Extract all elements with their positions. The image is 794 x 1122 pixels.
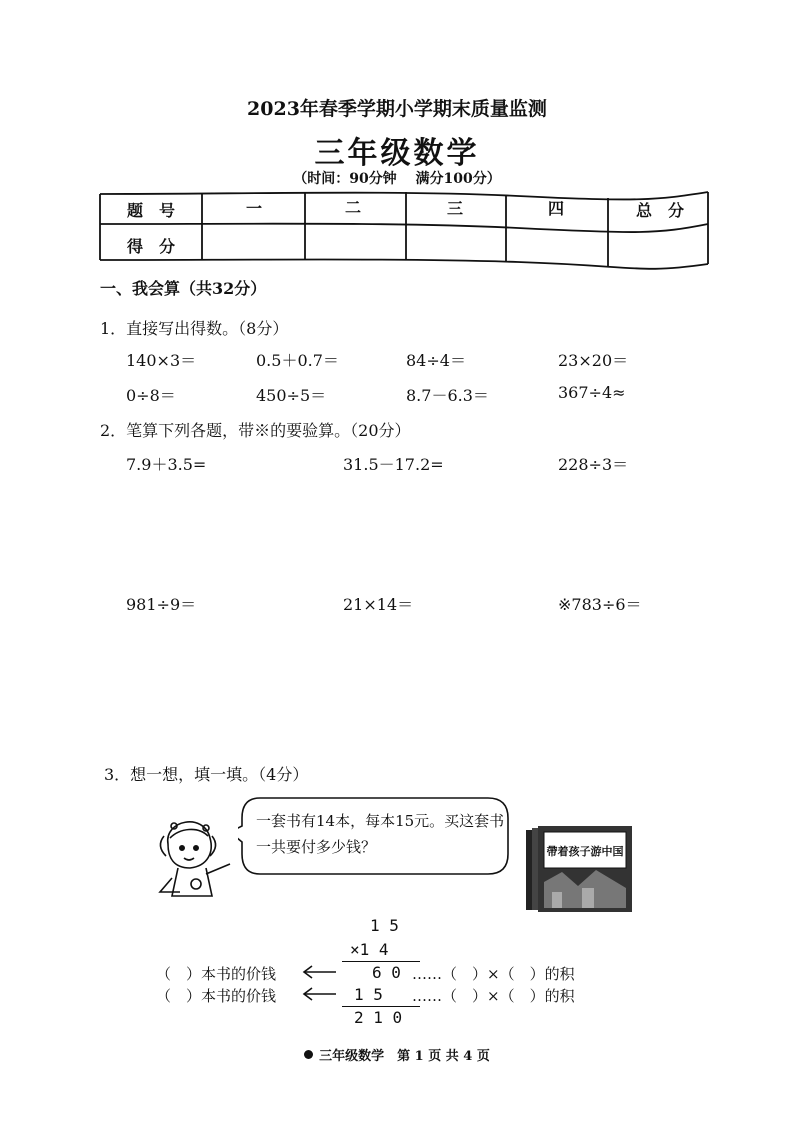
q1-title: 1．直接写出得数。（8分） xyxy=(100,319,289,338)
score-header-section-1: 一 xyxy=(246,199,263,218)
calc-line-2 xyxy=(342,1006,420,1007)
calc-multiplier: ×1 4 xyxy=(350,940,389,959)
q1-item: 140×3＝ xyxy=(126,351,197,370)
bullet-icon xyxy=(304,1050,313,1059)
calc-multiplicand: 1 5 xyxy=(370,916,399,935)
arrow-icon xyxy=(300,960,338,1008)
score-header-total: 总 分 xyxy=(636,201,685,220)
section-1-title: 一、我会算（共32分） xyxy=(100,279,267,298)
left-label-2: （ ）本书的价钱 xyxy=(156,987,277,1005)
score-header-section-2: 二 xyxy=(345,198,362,217)
time-and-score-note: （时间：90分钟 满分100分） xyxy=(293,171,501,187)
score-table xyxy=(98,184,710,274)
score-header-section-3: 三 xyxy=(447,199,464,218)
q2-item: ※783÷6＝ xyxy=(558,595,642,614)
score-table-bottom-line xyxy=(100,260,708,269)
q1-item: 84÷4＝ xyxy=(406,351,466,370)
q1-item: 450÷5＝ xyxy=(256,386,327,405)
q1-item: 0.5＋0.7＝ xyxy=(256,351,339,370)
q2-item: 31.5－17.2= xyxy=(343,455,444,474)
exam-title: 2023年春季学期小学期末质量监测 xyxy=(247,98,547,120)
subject-title: 三年级数学 xyxy=(314,136,480,171)
score-header-item-label: 题 号 xyxy=(127,201,176,220)
score-table-middle-line xyxy=(100,224,708,232)
q3-title: 3．想一想，填一填。（4分） xyxy=(104,765,309,784)
book-cover-title: 帶着孩子游中国 xyxy=(546,845,624,858)
left-label-1: （ ）本书的价钱 xyxy=(156,965,277,983)
q2-item: 21×14＝ xyxy=(343,595,414,614)
score-table-top-line xyxy=(100,192,708,199)
q1-item: 23×20＝ xyxy=(558,351,629,370)
calc-result: 2 1 0 xyxy=(354,1008,403,1027)
score-row-label: 得 分 xyxy=(127,237,176,256)
page-footer-text: 三年级数学 第 1 页 共 4 页 xyxy=(319,1049,490,1064)
page-footer xyxy=(0,1045,794,1064)
score-header-section-4: 四 xyxy=(548,199,565,218)
q2-title: 2．笔算下列各题，带※的要验算。（20分） xyxy=(100,421,411,440)
book-set-illustration xyxy=(522,822,634,914)
right-label-2: ……（ ）×（ ）的积 xyxy=(412,987,575,1005)
girl-illustration xyxy=(150,808,240,902)
calc-partial-product-1: 6 0 xyxy=(372,963,401,982)
calc-line-1 xyxy=(342,961,420,962)
q1-item: 0÷8＝ xyxy=(126,386,176,405)
q2-item: 7.9＋3.5= xyxy=(126,455,207,474)
calc-partial-product-2: 1 5 xyxy=(354,985,383,1004)
q2-item: 981÷9＝ xyxy=(126,595,197,614)
q1-item: 8.7－6.3＝ xyxy=(406,386,489,405)
right-label-1: ……（ ）×（ ）的积 xyxy=(412,965,575,983)
speech-bubble-text: 一套书有14本，每本15元。买这套书一共要付多少钱？ xyxy=(256,812,505,856)
q1-item: 367÷4≈ xyxy=(558,383,626,402)
q2-item: 228÷3＝ xyxy=(558,455,629,474)
